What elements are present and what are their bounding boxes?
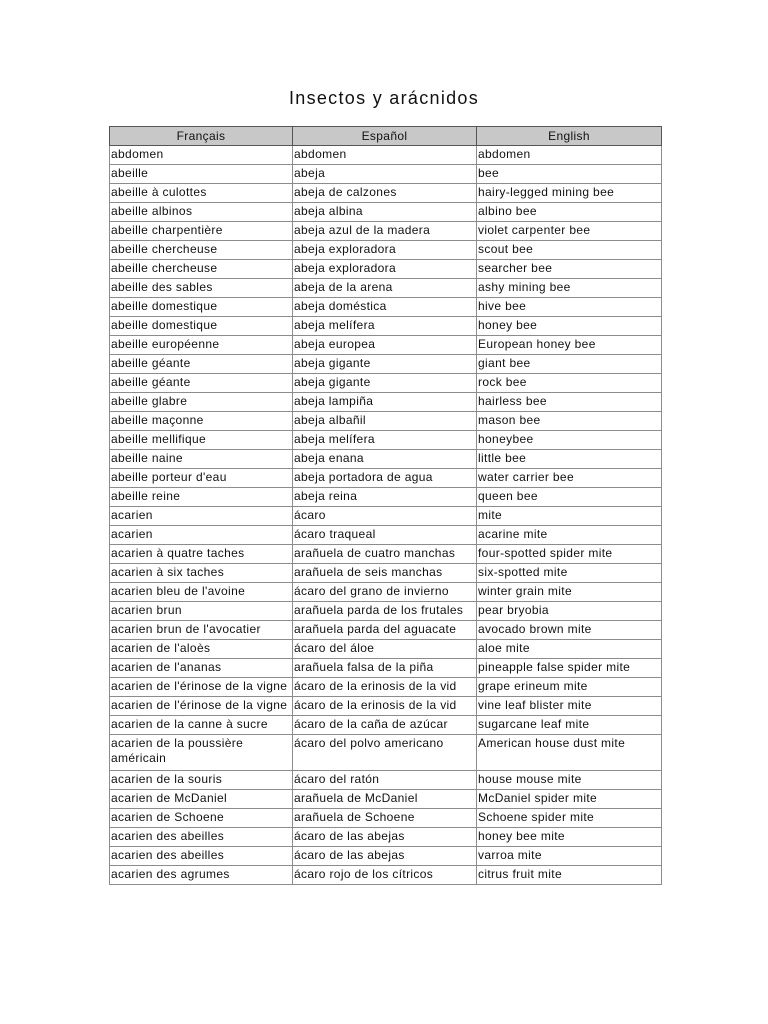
- cell-spanish: abeja exploradora: [293, 241, 477, 260]
- cell-english: grape erineum mite: [477, 678, 662, 697]
- cell-english: four-spotted spider mite: [477, 545, 662, 564]
- cell-english: albino bee: [477, 203, 662, 222]
- table-row: [110, 336, 662, 355]
- cell-english: giant bee: [477, 355, 662, 374]
- glossary-table: [109, 126, 662, 885]
- cell-english: vine leaf blister mite: [477, 697, 662, 716]
- cell-english: house mouse mite: [477, 771, 662, 790]
- cell-english: mite: [477, 507, 662, 526]
- cell-english: six-spotted mite: [477, 564, 662, 583]
- cell-french: acarien: [110, 526, 293, 545]
- table-row: [110, 847, 662, 866]
- cell-spanish: arañuela parda del aguacate: [293, 621, 477, 640]
- table-row: [110, 621, 662, 640]
- cell-english: acarine mite: [477, 526, 662, 545]
- cell-english: ashy mining bee: [477, 279, 662, 298]
- cell-spanish: abeja lampiña: [293, 393, 477, 412]
- cell-spanish: ácaro traqueal: [293, 526, 477, 545]
- table-body: [110, 146, 662, 885]
- cell-spanish: ácaro de la erinosis de la vid: [293, 678, 477, 697]
- cell-spanish: ácaro del ratón: [293, 771, 477, 790]
- cell-spanish: abeja doméstica: [293, 298, 477, 317]
- cell-spanish: abeja reina: [293, 488, 477, 507]
- cell-english: scout bee: [477, 241, 662, 260]
- cell-english: McDaniel spider mite: [477, 790, 662, 809]
- cell-french: abeille européenne: [110, 336, 293, 355]
- cell-spanish: ácaro de la erinosis de la vid: [293, 697, 477, 716]
- cell-english: varroa mite: [477, 847, 662, 866]
- table-row: [110, 564, 662, 583]
- cell-french: acarien à quatre taches: [110, 545, 293, 564]
- cell-french: acarien de McDaniel: [110, 790, 293, 809]
- cell-french: acarien: [110, 507, 293, 526]
- table-row: [110, 279, 662, 298]
- table-row: [110, 203, 662, 222]
- cell-french: abeille: [110, 165, 293, 184]
- table-row: [110, 659, 662, 678]
- cell-spanish: abeja: [293, 165, 477, 184]
- cell-french: acarien bleu de l'avoine: [110, 583, 293, 602]
- cell-spanish: abeja gigante: [293, 374, 477, 393]
- cell-french: abeille chercheuse: [110, 260, 293, 279]
- cell-english: hairy-legged mining bee: [477, 184, 662, 203]
- table-row: [110, 790, 662, 809]
- cell-spanish: abdomen: [293, 146, 477, 165]
- cell-spanish: arañuela de Schoene: [293, 809, 477, 828]
- table-row: [110, 716, 662, 735]
- cell-french: abeille maçonne: [110, 412, 293, 431]
- table-row: [110, 697, 662, 716]
- cell-spanish: abeja portadora de agua: [293, 469, 477, 488]
- table-row: [110, 678, 662, 697]
- header-english: English: [477, 127, 662, 146]
- cell-english: honey bee: [477, 317, 662, 336]
- cell-french: abeille chercheuse: [110, 241, 293, 260]
- cell-spanish: ácaro de las abejas: [293, 828, 477, 847]
- cell-english: sugarcane leaf mite: [477, 716, 662, 735]
- cell-spanish: abeja albañil: [293, 412, 477, 431]
- cell-english: rock bee: [477, 374, 662, 393]
- cell-spanish: abeja gigante: [293, 355, 477, 374]
- cell-english: violet carpenter bee: [477, 222, 662, 241]
- cell-english: American house dust mite: [477, 735, 662, 771]
- table-row: [110, 450, 662, 469]
- cell-french: abdomen: [110, 146, 293, 165]
- table-row: [110, 583, 662, 602]
- cell-spanish: arañuela de seis manchas: [293, 564, 477, 583]
- cell-english: bee: [477, 165, 662, 184]
- cell-french: abeille naine: [110, 450, 293, 469]
- cell-english: hairless bee: [477, 393, 662, 412]
- cell-french: abeille géante: [110, 374, 293, 393]
- cell-french: acarien brun de l'avocatier: [110, 621, 293, 640]
- table-row: [110, 771, 662, 790]
- page-title: Insectos y arácnidos: [288, 88, 480, 108]
- cell-french: acarien de la souris: [110, 771, 293, 790]
- cell-english: searcher bee: [477, 260, 662, 279]
- cell-french: abeille géante: [110, 355, 293, 374]
- cell-spanish: abeja europea: [293, 336, 477, 355]
- cell-spanish: abeja melífera: [293, 317, 477, 336]
- cell-french: abeille reine: [110, 488, 293, 507]
- table-row: [110, 374, 662, 393]
- cell-english: little bee: [477, 450, 662, 469]
- cell-french: abeille porteur d'eau: [110, 469, 293, 488]
- cell-french: acarien de la poussière américain: [110, 735, 293, 771]
- cell-spanish: ácaro de la caña de azúcar: [293, 716, 477, 735]
- cell-french: acarien de l'érinose de la vigne: [110, 678, 293, 697]
- cell-spanish: abeja albina: [293, 203, 477, 222]
- cell-french: abeille domestique: [110, 317, 293, 336]
- cell-english: aloe mite: [477, 640, 662, 659]
- table-row: [110, 317, 662, 336]
- cell-spanish: ácaro del áloe: [293, 640, 477, 659]
- cell-english: pear bryobia: [477, 602, 662, 621]
- header-row: [110, 127, 662, 146]
- cell-english: Schoene spider mite: [477, 809, 662, 828]
- cell-french: acarien à six taches: [110, 564, 293, 583]
- cell-french: abeille à culottes: [110, 184, 293, 203]
- table-row: [110, 298, 662, 317]
- table-row: [110, 545, 662, 564]
- table-row: [110, 828, 662, 847]
- cell-english: water carrier bee: [477, 469, 662, 488]
- cell-french: acarien de l'aloès: [110, 640, 293, 659]
- cell-french: abeille glabre: [110, 393, 293, 412]
- cell-french: abeille domestique: [110, 298, 293, 317]
- table-row: [110, 146, 662, 165]
- cell-spanish: abeja azul de la madera: [293, 222, 477, 241]
- header-spanish: Español: [293, 127, 477, 146]
- table-row: [110, 431, 662, 450]
- cell-french: abeille charpentière: [110, 222, 293, 241]
- cell-english: queen bee: [477, 488, 662, 507]
- cell-spanish: ácaro del polvo americano: [293, 735, 477, 771]
- cell-french: acarien de la canne à sucre: [110, 716, 293, 735]
- table-row: [110, 393, 662, 412]
- cell-french: abeille mellifique: [110, 431, 293, 450]
- cell-spanish: abeja exploradora: [293, 260, 477, 279]
- table-row: [110, 241, 662, 260]
- cell-english: pineapple false spider mite: [477, 659, 662, 678]
- table-row: [110, 602, 662, 621]
- cell-english: mason bee: [477, 412, 662, 431]
- table-row: [110, 260, 662, 279]
- table-row: [110, 184, 662, 203]
- cell-spanish: ácaro del grano de invierno: [293, 583, 477, 602]
- cell-english: hive bee: [477, 298, 662, 317]
- table-row: [110, 412, 662, 431]
- table-row: [110, 469, 662, 488]
- cell-spanish: ácaro de las abejas: [293, 847, 477, 866]
- cell-spanish: arañuela falsa de la piña: [293, 659, 477, 678]
- table-header: [110, 127, 662, 146]
- cell-french: acarien des abeilles: [110, 847, 293, 866]
- cell-spanish: abeja melífera: [293, 431, 477, 450]
- table-row: [110, 222, 662, 241]
- cell-english: avocado brown mite: [477, 621, 662, 640]
- cell-french: acarien de l'ananas: [110, 659, 293, 678]
- cell-french: abeille des sables: [110, 279, 293, 298]
- cell-english: winter grain mite: [477, 583, 662, 602]
- cell-french: acarien des agrumes: [110, 866, 293, 885]
- cell-spanish: abeja enana: [293, 450, 477, 469]
- cell-spanish: arañuela de McDaniel: [293, 790, 477, 809]
- cell-spanish: ácaro: [293, 507, 477, 526]
- cell-english: citrus fruit mite: [477, 866, 662, 885]
- table-row: [110, 355, 662, 374]
- cell-spanish: abeja de la arena: [293, 279, 477, 298]
- cell-english: abdomen: [477, 146, 662, 165]
- cell-french: acarien de l'érinose de la vigne: [110, 697, 293, 716]
- header-french: Français: [110, 127, 293, 146]
- table-row: [110, 526, 662, 545]
- table-row: [110, 866, 662, 885]
- cell-spanish: arañuela de cuatro manchas: [293, 545, 477, 564]
- table-row: [110, 809, 662, 828]
- cell-french: acarien des abeilles: [110, 828, 293, 847]
- table-row: [110, 165, 662, 184]
- cell-french: acarien brun: [110, 602, 293, 621]
- table-row: [110, 488, 662, 507]
- table-row: [110, 507, 662, 526]
- table-row: [110, 735, 662, 771]
- cell-english: honey bee mite: [477, 828, 662, 847]
- cell-spanish: arañuela parda de los frutales: [293, 602, 477, 621]
- cell-spanish: abeja de calzones: [293, 184, 477, 203]
- cell-french: abeille albinos: [110, 203, 293, 222]
- cell-english: European honey bee: [477, 336, 662, 355]
- cell-english: honeybee: [477, 431, 662, 450]
- table-row: [110, 640, 662, 659]
- cell-spanish: ácaro rojo de los cítricos: [293, 866, 477, 885]
- cell-french: acarien de Schoene: [110, 809, 293, 828]
